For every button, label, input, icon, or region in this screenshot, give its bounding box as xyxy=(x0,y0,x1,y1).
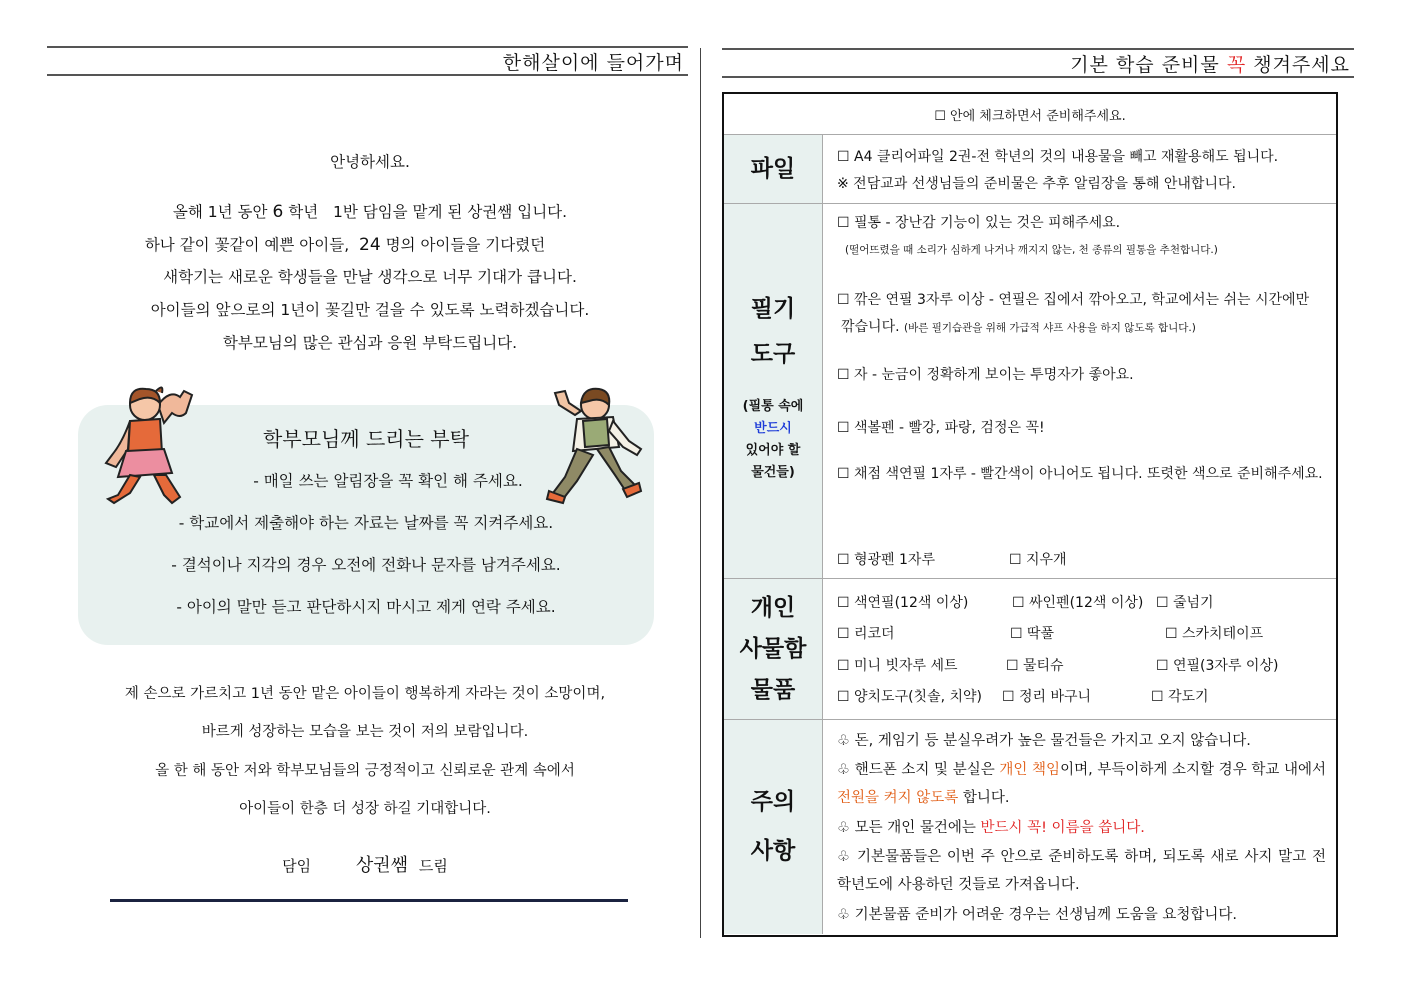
request-item-4: - 아이의 말만 듣고 판단하시지 마시고 제게 연락 주세요. xyxy=(176,598,556,616)
locker-item: ☐ 색연필(12색 이상) xyxy=(837,595,969,611)
club-icon: ♧ xyxy=(837,820,850,836)
pencil-line: ☐ 깎은 연필 3자루 이상 - 연필은 집에서 깎아오고, 학교에서는 쉬는 시간에만 xyxy=(837,292,1310,308)
table-header-text: ☐ 안에 체크하면서 준비해주세요. xyxy=(934,108,1126,124)
caution-highlight: 개인 책임 xyxy=(999,762,1061,778)
category-locker xyxy=(724,579,823,719)
category-locker-label-3: 물품 xyxy=(750,676,796,703)
intro-line-4: 아이들의 앞으로의 1년이 꽃길만 걸을 수 있도록 노력하겠습니다. xyxy=(150,301,590,319)
locker-item: ☐ 싸인펜(12색 이상) xyxy=(1012,595,1144,611)
file-line-1: ☐ A4 클리어파일 2권-전 학년의 것의 내용물을 빼고 재활용해도 됩니다. xyxy=(837,149,1279,165)
writing-note-3: 있어야 할 xyxy=(745,443,801,458)
supplies-table xyxy=(722,92,1338,937)
club-icon: ♧ xyxy=(837,907,850,923)
category-writing xyxy=(724,204,823,578)
file-line-2: ※ 전담교과 선생님들의 준비물은 추후 알림장을 통해 안내합니다. xyxy=(837,176,1236,192)
student-count: 24 xyxy=(359,235,381,255)
class-text: 1반 담임을 맡게 된 xyxy=(332,203,463,221)
caution-line-2 xyxy=(837,756,1326,812)
greeting: 안녕하세요. xyxy=(330,153,410,171)
row-writing-tools xyxy=(724,203,1336,578)
club-icon: ♧ xyxy=(837,849,852,865)
closing-line-2: 바르게 성장하는 모습을 보는 것이 저의 보람입니다. xyxy=(201,724,529,740)
highlighter-item: ☐ 형광펜 1자루 xyxy=(837,552,935,568)
signature xyxy=(45,851,685,877)
intro-line-5: 학부모님의 많은 관심과 응원 부탁드립니다. xyxy=(222,334,518,352)
signature-underline xyxy=(110,899,628,902)
intro-text: 올해 1년 동안 xyxy=(172,203,268,221)
locker-item: ☐ 각도기 xyxy=(1151,689,1209,705)
left-section-title xyxy=(47,46,688,76)
signature-name: 상권쌤 xyxy=(355,855,409,876)
column-divider xyxy=(700,48,701,938)
writing-note-2: 반드시 xyxy=(754,420,792,436)
pencilcase-line: ☐ 필통 - 장난감 기능이 있는 것은 피해주세요. xyxy=(837,215,1121,231)
category-writing-label-1: 필기 xyxy=(750,295,796,322)
request-item-2: - 학교에서 제출해야 하는 자료는 날짜를 꼭 지켜주세요. xyxy=(178,514,554,532)
row-locker xyxy=(724,578,1336,719)
ballpen-line: ☐ 색볼펜 - 빨강, 파랑, 검정은 꼭! xyxy=(837,420,1045,436)
category-file-label: 파일 xyxy=(750,155,796,182)
signature-suffix: 드림 xyxy=(418,857,448,875)
pencil-line-2 xyxy=(841,316,1196,336)
caution-text: 돈, 게임기 등 분실우려가 높은 물건들은 가지고 오지 않습니다. xyxy=(854,733,1251,749)
table-header-row xyxy=(724,94,1336,134)
caution-text: 기본물품들은 이번 주 안으로 준비하도록 하며, 되도록 새로 사지 말고 전 학년도에 사용하던 것들로 가져옵니다. xyxy=(837,849,1327,893)
category-writing-label-2: 도구 xyxy=(750,340,796,367)
caution-text: 모든 개인 물건에는 xyxy=(854,820,976,836)
teacher-name: 상권쌤 xyxy=(467,203,513,221)
ruler-line: ☐ 자 - 눈금이 정확하게 보이는 투명자가 좋아요. xyxy=(837,367,1134,383)
category-caution-label-2: 사항 xyxy=(750,838,796,864)
grade-number: 6 xyxy=(272,202,284,222)
caution-emphasis: 반드시 꼭! 이름을 씁니다. xyxy=(980,820,1145,836)
left-title-text: 한해살이에 들어가며 xyxy=(502,51,684,74)
caution-line-5 xyxy=(837,901,1326,929)
caution-line-1 xyxy=(837,727,1326,755)
closing-line-4: 아이들이 한층 더 성장 하길 기대합니다. xyxy=(239,801,491,817)
signature-role: 담임 xyxy=(282,857,312,875)
intro-line-1 xyxy=(55,200,685,222)
caution-text: 합니다. xyxy=(962,790,1010,806)
request-title: 학부모님께 드리는 부탁 xyxy=(263,427,469,451)
club-icon: ♧ xyxy=(837,762,851,778)
caution-text: 이며, 부득이하게 소지할 경우 학교 내에서 xyxy=(1060,762,1327,778)
caution-text: 기본물품 준비가 어려운 경우는 선생님께 도움을 요청합니다. xyxy=(854,907,1238,923)
closing-line-1: 제 손으로 가르치고 1년 동안 맡은 아이들이 행복하게 자라는 것이 소망이며, xyxy=(124,686,606,702)
request-item-1: - 매일 쓰는 알림장을 꼭 확인 해 주세요. xyxy=(253,472,523,490)
category-file xyxy=(724,135,823,203)
category-caution-label-1: 주의 xyxy=(750,789,796,815)
row-file xyxy=(724,134,1336,203)
grade-label: 학년 xyxy=(288,203,319,221)
locker-item: ☐ 스카치테이프 xyxy=(1165,626,1264,642)
right-title-accent: 꼭 xyxy=(1226,53,1247,76)
pencil-line-2-text: 깎습니다. xyxy=(841,319,900,335)
pencilcase-note: (떨어뜨렸을 때 소리가 심하게 나거나 깨지지 않는, 천 종류의 필통을 추천합니다.) xyxy=(845,244,1218,256)
request-item-3: - 결석이나 지각의 경우 오전에 전화나 문자를 남겨주세요. xyxy=(171,556,561,574)
caution-line-3 xyxy=(837,814,1326,842)
intro-text-end: 입니다. xyxy=(517,203,568,221)
category-locker-label-2: 사물함 xyxy=(739,635,807,662)
intro-text: 하나 같이 꽃같이 예쁜 아이들, xyxy=(144,236,350,254)
row-caution xyxy=(724,719,1336,934)
category-locker-label-1: 개인 xyxy=(750,594,796,621)
redpencil-line: ☐ 채점 색연필 1자루 - 빨간색이 아니어도 됩니다. 또렷한 색으로 준비해주세요. xyxy=(837,466,1323,482)
pencil-note: (바른 필기습관을 위해 가급적 샤프 사용을 하지 않도록 합니다.) xyxy=(904,322,1196,334)
locker-item: ☐ 양치도구(칫솔, 치약) xyxy=(837,689,983,705)
club-icon: ♧ xyxy=(837,733,850,749)
caution-line-4 xyxy=(837,843,1326,899)
writing-note-4: 물건들) xyxy=(751,465,795,481)
locker-item: ☐ 정리 바구니 xyxy=(1002,689,1092,705)
locker-item: ☐ 줄넘기 xyxy=(1156,595,1214,611)
writing-note-1: (필통 속에 xyxy=(742,398,804,414)
locker-item: ☐ 물티슈 xyxy=(1006,658,1064,674)
right-section-title xyxy=(722,48,1354,78)
caution-text: 핸드폰 소지 및 분실은 xyxy=(854,762,995,778)
locker-item: ☐ 연필(3자루 이상) xyxy=(1156,658,1279,674)
locker-item: ☐ 리코더 xyxy=(837,626,895,642)
intro-text: 명의 아이들을 기다렸던 xyxy=(385,236,546,254)
right-title-text-end: 챙겨주세요 xyxy=(1253,53,1350,76)
closing-line-3: 올 한 해 동안 저와 학부모님들의 긍정적이고 신뢰로운 관계 속에서 xyxy=(155,763,575,779)
locker-item: ☐ 딱풀 xyxy=(1010,626,1055,642)
eraser-item: ☐ 지우개 xyxy=(1009,552,1067,568)
intro-line-2 xyxy=(45,233,645,255)
caution-highlight: 전원을 켜지 않도록 xyxy=(837,790,959,806)
locker-item: ☐ 미니 빗자루 세트 xyxy=(837,658,958,674)
right-title-text: 기본 학습 준비물 xyxy=(1070,53,1220,76)
category-caution xyxy=(724,720,823,934)
intro-line-3: 새학기는 새로운 학생들을 만날 생각으로 너무 기대가 큽니다. xyxy=(163,268,577,286)
